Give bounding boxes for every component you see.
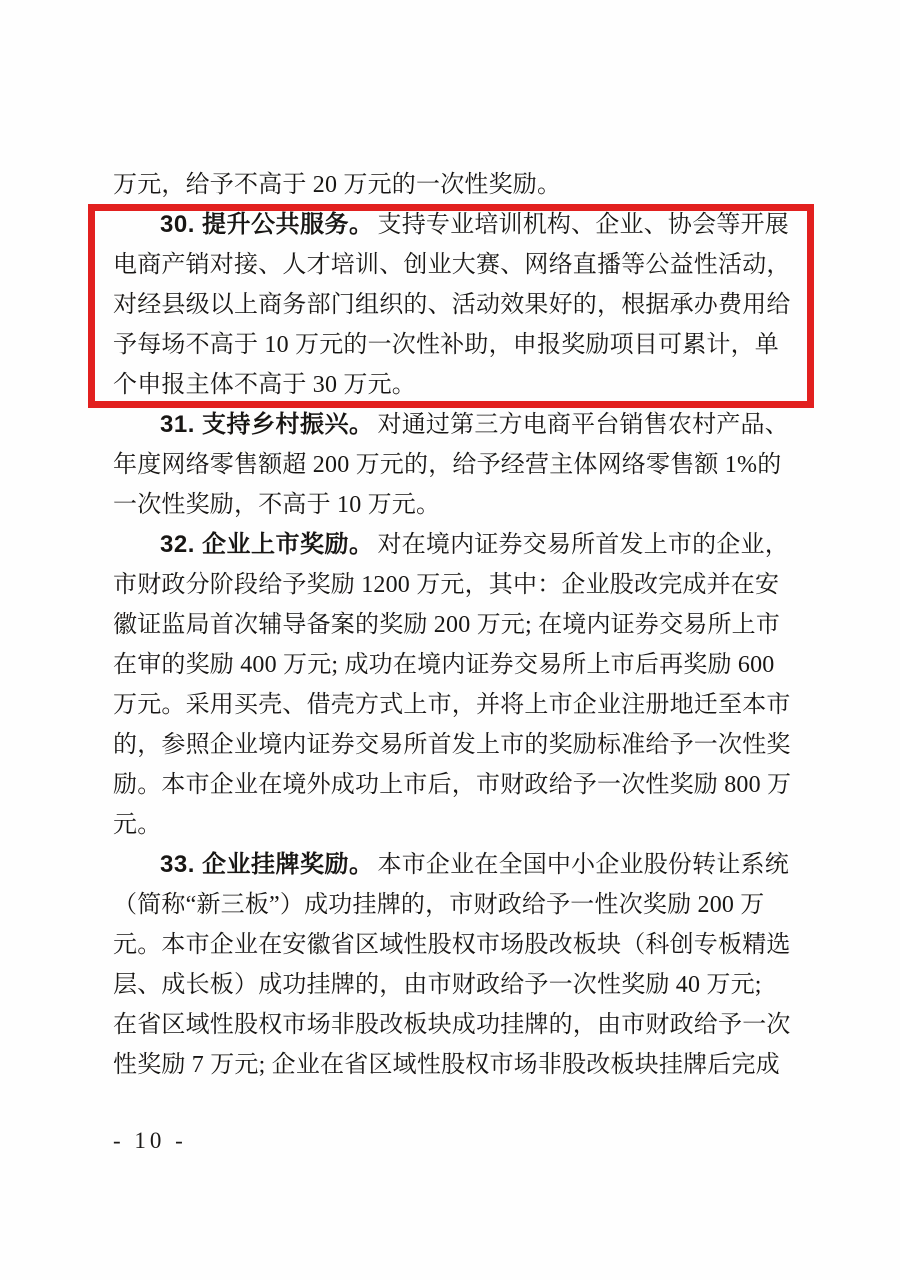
text-line bbox=[113, 925, 803, 965]
line-text: 的，参照企业境内证券交易所首发上市的奖励标准给予一次性奖 bbox=[113, 732, 791, 758]
line-text: 年度网络零售额超 200 万元的，给予经营主体网络零售额 1%的 bbox=[113, 452, 782, 478]
line-text: 励。本市企业在境外成功上市后，市财政给予一次性奖励 800 万 bbox=[113, 772, 792, 798]
line-heading: 30. 提升公共服务。 bbox=[160, 211, 374, 238]
line-text: 性奖励 7 万元; 企业在省区域性股权市场非股改板块挂牌后完成 bbox=[113, 1052, 780, 1078]
line-text: 予每场不高于 10 万元的一次性补助，申报奖励项目可累计，单 bbox=[113, 332, 779, 358]
text-line bbox=[113, 685, 803, 725]
line-heading: 31. 支持乡村振兴。 bbox=[160, 411, 374, 438]
line-text: 层、成长板）成功挂牌的，由市财政给予一次性奖励 40 万元; bbox=[113, 972, 762, 998]
line-text: 个申报主体不高于 30 万元。 bbox=[113, 372, 416, 398]
text-line bbox=[113, 1045, 803, 1085]
text-line bbox=[113, 325, 803, 365]
line-text: 对经县级以上商务部门组织的、活动效果好的，根据承办费用给 bbox=[113, 292, 791, 318]
line-text: 对通过第三方电商平台销售农村产品、 bbox=[377, 412, 789, 438]
line-text: 市财政分阶段给予奖励 1200 万元，其中：企业股改完成并在安 bbox=[113, 572, 780, 598]
line-text: 对在境内证券交易所首发上市的企业， bbox=[377, 532, 789, 558]
text-line bbox=[113, 485, 803, 525]
text-line bbox=[113, 285, 803, 325]
text-line bbox=[113, 1005, 803, 1045]
text-line bbox=[113, 885, 803, 925]
text-line bbox=[113, 845, 803, 885]
line-heading: 33. 企业挂牌奖励。 bbox=[160, 851, 374, 878]
text-line bbox=[113, 605, 803, 645]
line-text: 万元，给予不高于 20 万元的一次性奖励。 bbox=[113, 172, 562, 198]
line-text: 在审的奖励 400 万元; 成功在境内证券交易所上市后再奖励 600 bbox=[113, 652, 775, 678]
text-line bbox=[113, 245, 803, 285]
text-line bbox=[113, 525, 803, 565]
text-line bbox=[113, 405, 803, 445]
line-text: 元。本市企业在安徽省区域性股权市场股改板块（科创专板精选 bbox=[113, 932, 791, 958]
line-text: 本市企业在全国中小企业股份转让系统 bbox=[377, 852, 789, 878]
line-text: 一次性奖励，不高于 10 万元。 bbox=[113, 492, 441, 518]
text-line bbox=[113, 365, 803, 405]
line-text: 万元。采用买壳、借壳方式上市，并将上市企业注册地迁至本市 bbox=[113, 692, 791, 718]
text-line bbox=[113, 165, 803, 205]
document-body bbox=[113, 165, 803, 1085]
line-text: 支持专业培训机构、企业、协会等开展 bbox=[377, 212, 789, 238]
text-line bbox=[113, 725, 803, 765]
line-text: 电商产销对接、人才培训、创业大赛、网络直播等公益性活动， bbox=[113, 252, 791, 278]
text-line bbox=[113, 445, 803, 485]
text-line bbox=[113, 805, 803, 845]
text-line bbox=[113, 765, 803, 805]
text-line bbox=[113, 205, 803, 245]
line-text: 元。 bbox=[113, 812, 162, 838]
text-line bbox=[113, 565, 803, 605]
line-text: （简称“新三板”）成功挂牌的，市财政给予一性次奖励 200 万 bbox=[113, 892, 765, 918]
page-number: - 10 - bbox=[113, 1128, 187, 1153]
line-text: 徽证监局首次辅导备案的奖励 200 万元; 在境内证券交易所上市 bbox=[113, 612, 781, 638]
text-line bbox=[113, 965, 803, 1005]
text-line bbox=[113, 645, 803, 685]
line-text: 在省区域性股权市场非股改板块成功挂牌的，由市财政给予一次 bbox=[113, 1012, 791, 1038]
line-heading: 32. 企业上市奖励。 bbox=[160, 531, 374, 558]
